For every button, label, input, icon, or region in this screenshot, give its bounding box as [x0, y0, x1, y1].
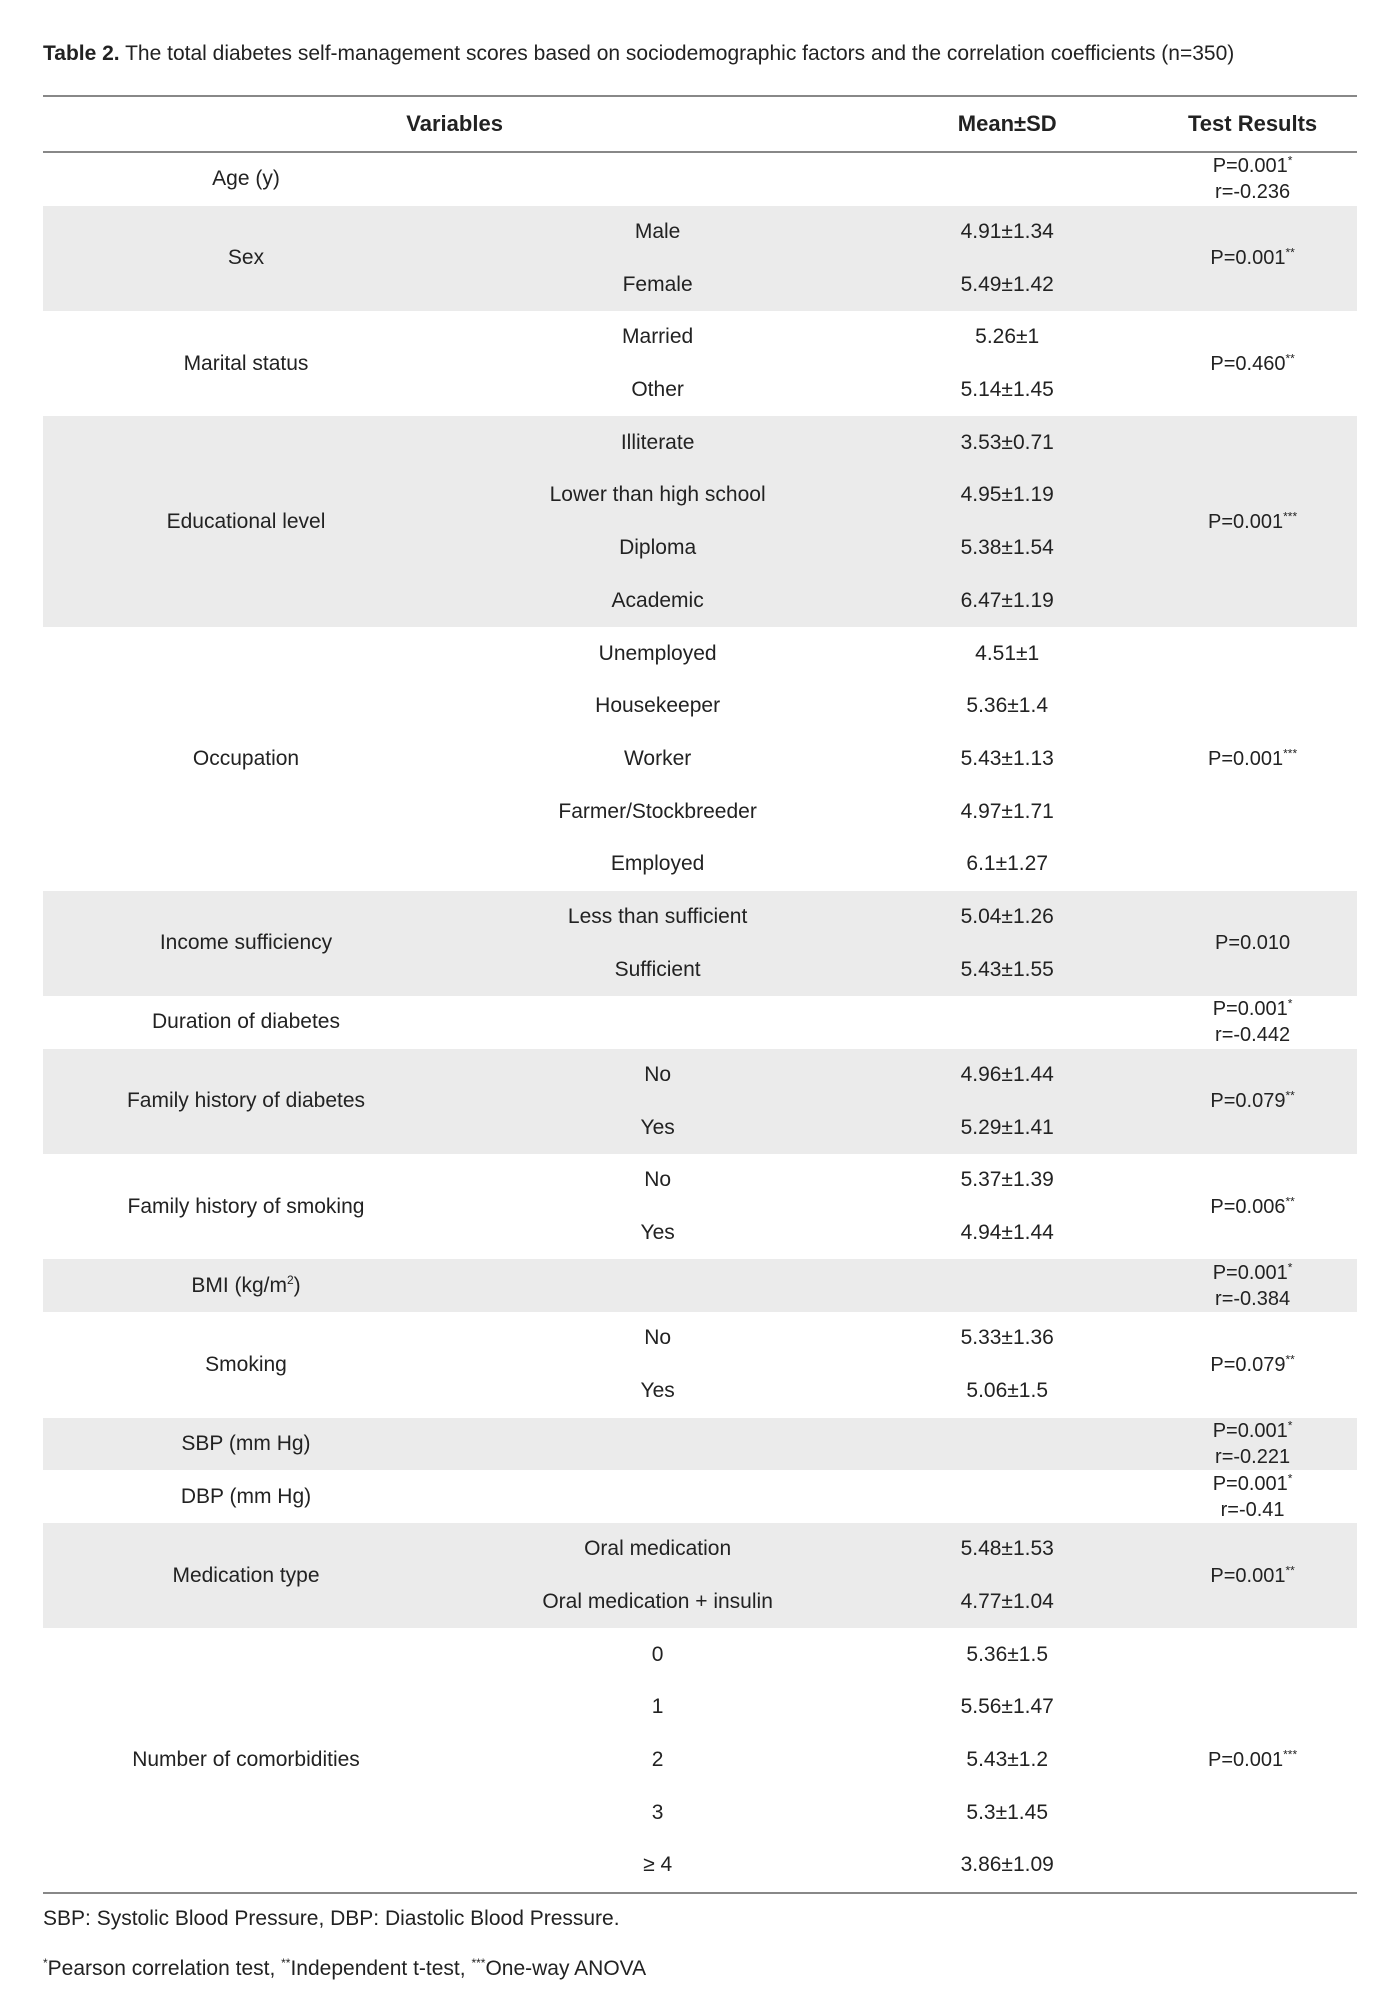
mean-sd: 4.96±1.44	[866, 1049, 1148, 1102]
table-row	[43, 627, 1357, 680]
test-result: P=0.001* r=-0.236	[1212, 153, 1293, 204]
footnote-abbreviations: SBP: Systolic Blood Pressure, DBP: Diastolic Blood Pressure.	[43, 1907, 620, 1930]
test-result: P=0.006**	[1210, 1194, 1295, 1218]
mean-sd: 5.29±1.41	[866, 1101, 1148, 1154]
variable-name: Educational level	[43, 416, 449, 627]
test-result: P=0.001**	[1148, 1523, 1357, 1628]
footnote-sup-1: *	[43, 1956, 48, 1970]
subcategory: Female	[449, 258, 866, 311]
mean-sd: 5.38±1.54	[866, 522, 1148, 575]
mean-sd: 5.43±1.2	[966, 1747, 1048, 1771]
variable-name: DBP (mm Hg)	[180, 1484, 312, 1508]
subcategory: Other	[631, 378, 684, 402]
test-result: P=0.001* r=-0.221	[1148, 1418, 1357, 1471]
test-result: P=0.001* r=-0.384	[1148, 1259, 1357, 1312]
subcategory: No	[449, 1049, 866, 1102]
variable-name: Age (y)	[212, 167, 280, 191]
variable-name: Family history of smoking	[127, 1194, 365, 1218]
header-row	[43, 96, 1357, 152]
variable-name: Duration of diabetes	[152, 1010, 340, 1034]
mean-sd: 5.43±1.13	[960, 746, 1054, 770]
caption-text: The total diabetes self-management scores based on sociodemographic factors and the correlation coefficients (n=350)	[119, 42, 1235, 65]
mean-sd: 5.36±1.5	[966, 1642, 1048, 1666]
mean-sd: 5.04±1.26	[866, 891, 1148, 944]
test-result: P=0.001* r=-0.41	[1212, 1470, 1293, 1521]
subcategory: Yes	[449, 1101, 866, 1154]
table-row	[43, 206, 1357, 259]
variable-name: Sex	[43, 206, 449, 311]
footnote-text-1: Pearson correlation test,	[47, 1957, 282, 1980]
variable-name: Number of comorbidities	[132, 1747, 360, 1771]
footnote-text-3: One-way ANOVA	[485, 1957, 647, 1980]
subcategory: Farmer/Stockbreeder	[558, 799, 757, 823]
subcategory: ≥ 4	[643, 1853, 673, 1877]
mean-sd: 3.53±0.71	[866, 416, 1148, 469]
subcategory: No	[644, 1326, 672, 1350]
variable-name: Family history of diabetes	[43, 1049, 449, 1154]
table-row	[43, 891, 1357, 944]
table-caption	[43, 42, 1234, 66]
table-row	[43, 1628, 1357, 1681]
subcategory: Yes	[640, 1221, 675, 1245]
header-test: Test Results	[1148, 96, 1357, 152]
subcategory	[449, 1470, 866, 1523]
table-row	[43, 416, 1357, 469]
subcategory: 0	[651, 1642, 664, 1666]
footnote-tests	[43, 1957, 646, 1981]
mean-sd	[866, 996, 1148, 1049]
table-row	[43, 1418, 1357, 1471]
header-mean: Mean±SD	[866, 96, 1148, 152]
subcategory	[449, 1259, 866, 1312]
subcategory: Yes	[640, 1379, 675, 1403]
subcategory: Housekeeper	[595, 694, 721, 718]
subcategory: Academic	[449, 575, 866, 628]
mean-sd: 5.33±1.36	[960, 1326, 1054, 1350]
table-row	[43, 1312, 1357, 1365]
test-result: P=0.001**	[1148, 206, 1357, 311]
subcategory: 1	[651, 1695, 664, 1719]
subcategory: Sufficient	[449, 943, 866, 996]
mean-sd: 5.36±1.4	[966, 694, 1048, 718]
table-row	[43, 1470, 1357, 1523]
variable-name: Occupation	[192, 746, 300, 770]
header-variables: Variables	[43, 96, 866, 152]
subcategory: Unemployed	[598, 641, 717, 665]
mean-sd: 5.06±1.5	[966, 1379, 1048, 1403]
mean-sd: 4.97±1.71	[960, 799, 1054, 823]
table-body	[43, 152, 1357, 1893]
subcategory: Less than sufficient	[449, 891, 866, 944]
subcategory: Employed	[610, 852, 705, 876]
test-result: P=0.079**	[1148, 1049, 1357, 1154]
mean-sd: 4.91±1.34	[866, 206, 1148, 259]
subcategory: Illiterate	[449, 416, 866, 469]
variable-name: SBP (mm Hg)	[43, 1418, 449, 1471]
table-row	[43, 152, 1357, 206]
subcategory: Married	[622, 325, 694, 349]
test-result: P=0.079**	[1210, 1352, 1295, 1376]
mean-sd: 5.3±1.45	[966, 1800, 1048, 1824]
variable-name: BMI $(kg/m^2)$	[43, 1259, 449, 1312]
mean-sd: 5.26±1	[975, 325, 1040, 349]
subcategory	[449, 996, 866, 1049]
subcategory: Male	[449, 206, 866, 259]
subcategory: 3	[651, 1800, 664, 1824]
footnote-text-2: Independent t-test,	[290, 1957, 472, 1980]
mean-sd	[866, 152, 1148, 206]
test-result: P=0.460**	[1210, 351, 1295, 375]
mean-sd: 5.14±1.45	[960, 378, 1054, 402]
variable-name: Medication type	[43, 1523, 449, 1628]
variable-name: Marital status	[183, 351, 309, 375]
test-result: P=0.001***	[1208, 1747, 1298, 1771]
mean-sd: 4.95±1.19	[866, 469, 1148, 522]
mean-sd: 5.43±1.55	[866, 943, 1148, 996]
mean-sd: 5.48±1.53	[866, 1523, 1148, 1576]
variable-name: Smoking	[205, 1352, 287, 1376]
table-row	[43, 1049, 1357, 1102]
mean-sd: 4.94±1.44	[960, 1221, 1054, 1245]
mean-sd: 5.37±1.39	[960, 1168, 1054, 1192]
test-result: P=0.001* r=-0.442	[1212, 996, 1293, 1047]
mean-sd: 6.47±1.19	[866, 575, 1148, 628]
table-row	[43, 311, 1357, 364]
table-row	[43, 1259, 1357, 1312]
subcategory: Diploma	[449, 522, 866, 575]
mean-sd	[866, 1470, 1148, 1523]
subcategory: 2	[651, 1747, 664, 1771]
mean-sd: 4.77±1.04	[866, 1576, 1148, 1629]
mean-sd: 6.1±1.27	[966, 852, 1048, 876]
footnote-sup-3: ***	[471, 1956, 486, 1970]
table-row	[43, 1154, 1357, 1207]
test-result: P=0.001***	[1208, 746, 1298, 770]
mean-sd: 5.56±1.47	[960, 1695, 1054, 1719]
subcategory: Oral medication	[449, 1523, 866, 1576]
mean-sd: 5.49±1.42	[866, 258, 1148, 311]
data-table	[43, 95, 1357, 1894]
mean-sd	[866, 1259, 1148, 1312]
mean-sd: 3.86±1.09	[960, 1853, 1054, 1877]
test-result: P=0.010	[1148, 891, 1357, 996]
variable-name: Income sufficiency	[43, 891, 449, 996]
subcategory: Oral medication + insulin	[449, 1576, 866, 1629]
subcategory: No	[644, 1168, 672, 1192]
footnote-sup-2: **	[281, 1956, 291, 1970]
mean-sd: 4.51±1	[975, 641, 1040, 665]
table-row	[43, 996, 1357, 1049]
test-result: P=0.001***	[1148, 416, 1357, 627]
subcategory: Worker	[623, 746, 692, 770]
subcategory	[449, 152, 866, 206]
subcategory	[449, 1418, 866, 1471]
mean-sd	[866, 1418, 1148, 1471]
table-label: Table 2.	[43, 42, 120, 65]
table-row	[43, 1523, 1357, 1576]
subcategory: Lower than high school	[449, 469, 866, 522]
